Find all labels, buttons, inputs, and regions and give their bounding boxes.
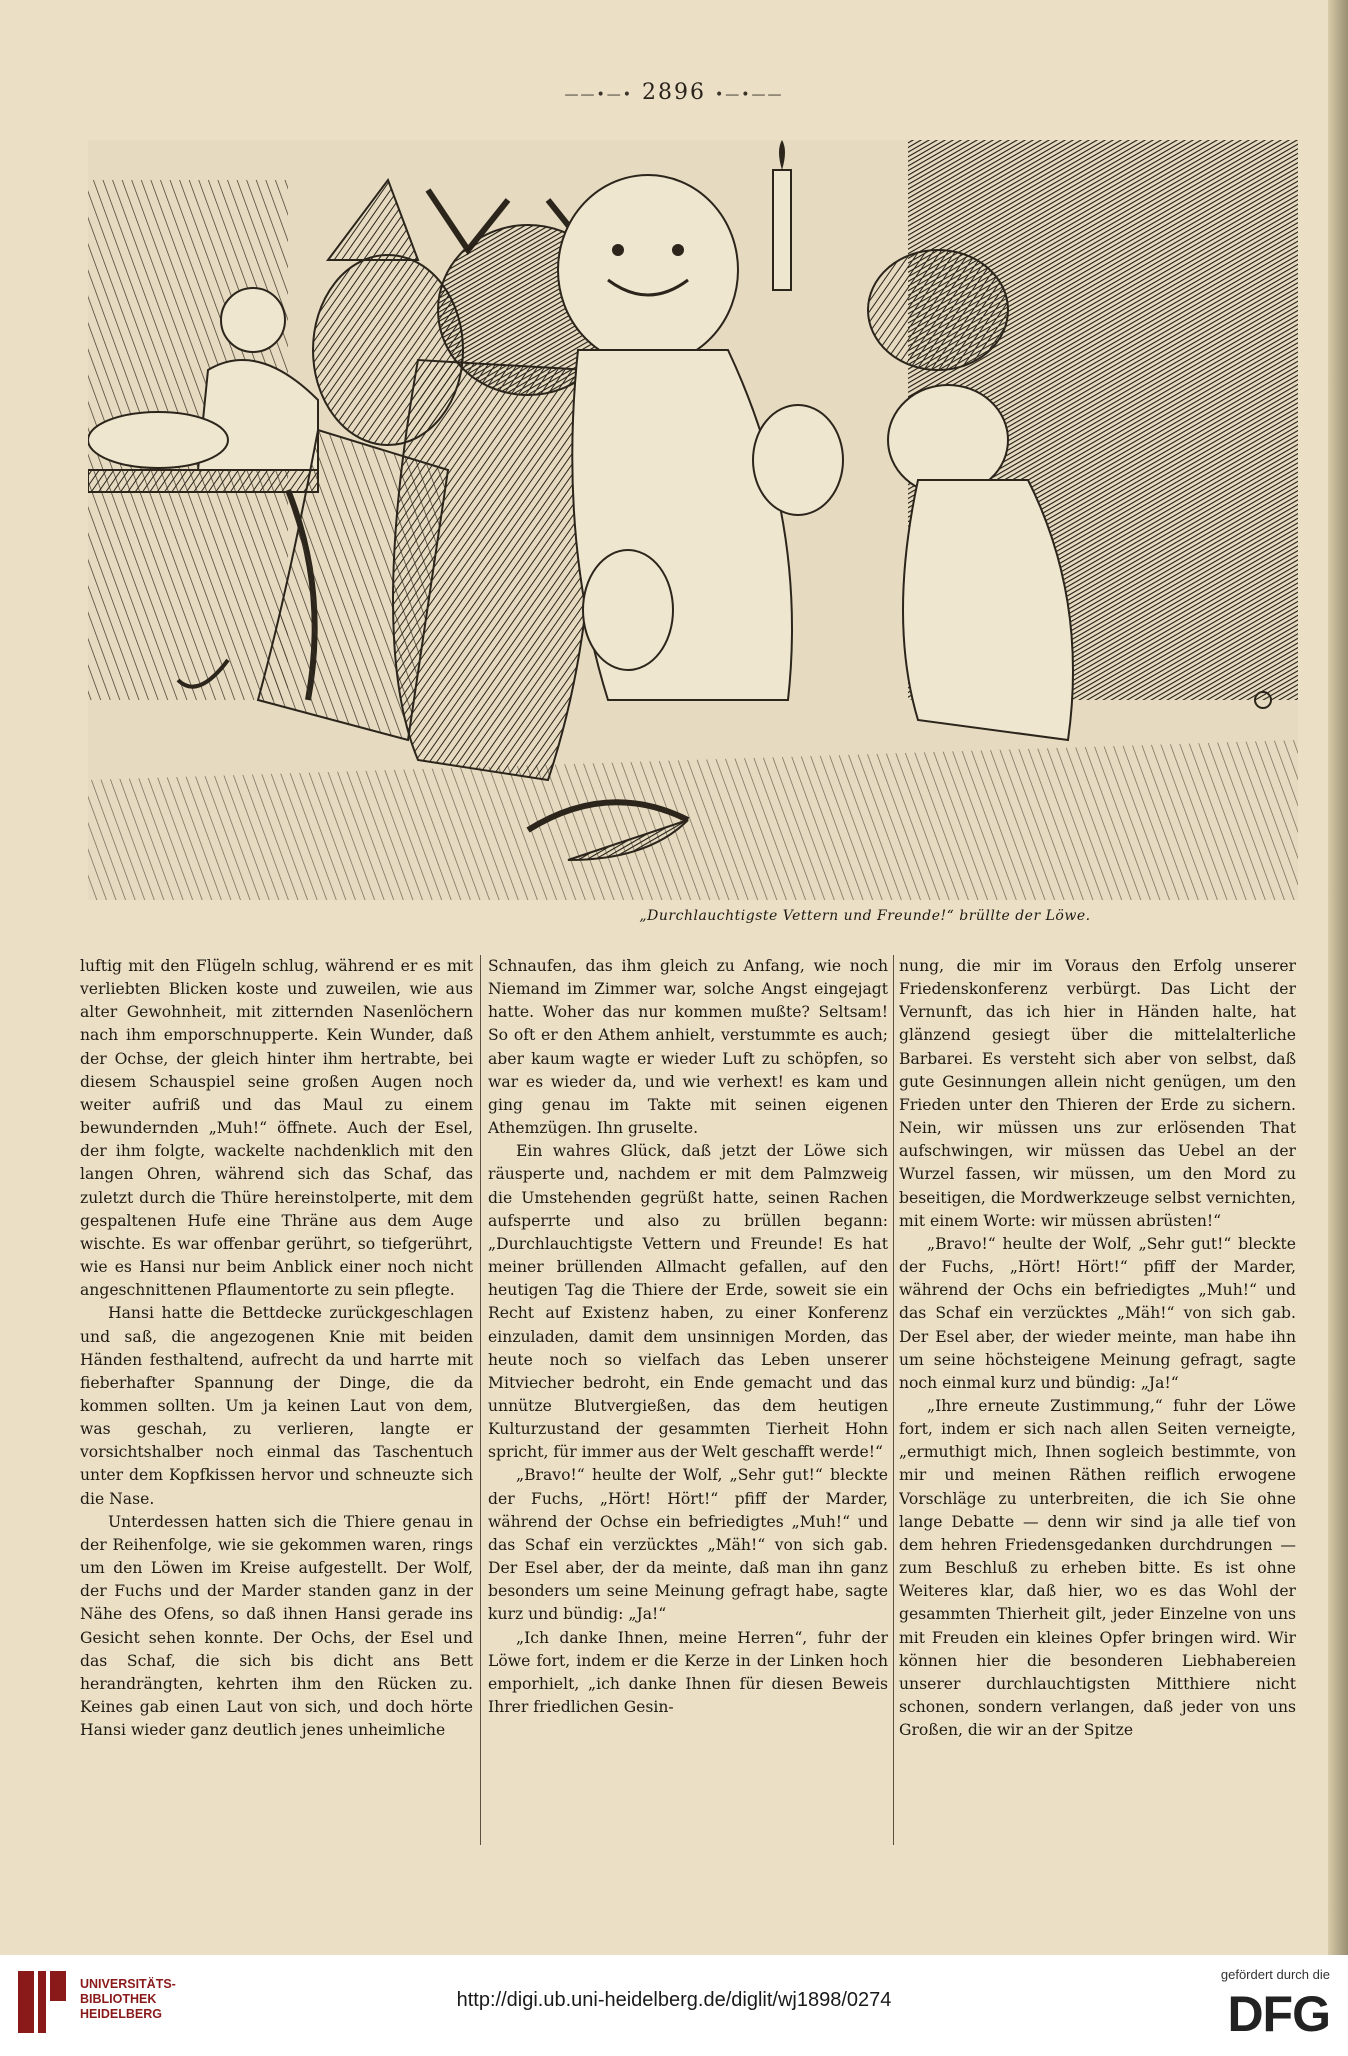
digitization-footer [0, 1955, 1348, 2056]
institution-line: UNIVERSITÄTS- [80, 1977, 176, 1991]
page-number [0, 80, 1348, 105]
hat [88, 412, 228, 468]
paragraph: „Bravo!“ heulte der Wolf, „Sehr gut!“ bleckte der Fuchs, „Hört! Hört!“ pfiff der Marder, während der Ochse ein befriedigtes „Muh!“ und das Schaf ein verzücktes „Mäh!“ von sich gab. Der Esel aber, der da meinte, daß man ihn ganz besonders um seine Meinung gefragt habe, sagte kurz und bündig: „Ja!“ [488, 1466, 888, 1624]
rooster [753, 405, 843, 515]
lion [558, 175, 738, 365]
dfg-logo: DFG [1227, 1986, 1330, 2042]
candle [773, 170, 791, 290]
illustration-caption: „Durchlauchtigste Vettern und Freunde!“ brüllte der Löwe. [639, 908, 1091, 924]
page-edge-shadow [1328, 0, 1348, 1955]
text-column-1 [80, 955, 473, 1845]
wolf [868, 250, 1008, 370]
paragraph: Hansi hatte die Bettdecke zurückgeschlagen und saß, die angezogenen Knie mit beiden Händen festhaltend, aufrecht da und harrte mit fieberhafter Spannung der Dinge, die da kommen sollten. Um ja keinen Laut von dem, was geschah, zu verlieren, langte er vorsichtshalber noch einmal das Taschentuch unter dem Kopfkissen hervor und schneuzte sich die Nase. [80, 1304, 473, 1508]
paragraph: Schnaufen, das ihm gleich zu Anfang, wie noch Niemand im Zimmer war, solche Angst eingejagt hatte. Woher das nur kommen mußte? Seltsam! So oft er den Athem anhielt, verstummte es auch; aber kaum wagte er wieder Luft zu schöpfen, so war es wieder da, und wie verhext! es kam und ging genau im Takte mit seinen eigenen Athemzügen. Ihn gruselte. [488, 957, 888, 1138]
paragraph: „Ich danke Ihnen, meine Herren“, fuhr der Löwe fort, indem er die Kerze in der Linken hoch emporhielt, „ich danke Ihnen für diesen Beweis Ihrer friedlichen Gesin- [488, 1628, 888, 1716]
funding-text: gefördert durch die [1220, 1967, 1330, 1982]
column-rule [893, 955, 894, 1845]
column-rule [480, 955, 481, 1845]
ornament-right: •—•—— [715, 87, 784, 103]
paragraph: „Ihre erneute Zustimmung,“ fuhr der Löwe fort, indem er sich nach allen Seiten verneigte, „ermuthigt mich, Ihnen sogleich bestimmte, von mir und meinen Räthen reiflich erwogene Vorschläge zu unterbreiten, die ich Sie ohne lange Debatte — denn wir sind ja alle tief von dem hehren Friedensgedanken durchdrungen — zum Beschluß zu erheben bitte. Es ist ohne Weiteres klar, daß hier, wo es das Wohl der gesammten Thierheit gilt, jeder Einzelne von uns mit Freuden ein kleines Opfer bringen wird. Wir können hier die besonderen Liebhabereien unserer durchlauchtigsten Mitthiere nicht schonen, sondern verlangen, daß jeder von uns Großen, die wir an der Spitze [899, 1396, 1296, 1740]
paragraph: nung, die mir im Voraus den Erfolg unserer Friedenskonferenz verbürgt. Das Licht der Vernunft, das ich hier in Händen halte, hat glänzend gesiegt über die mittelalterliche Barbarei. Es versteht sich aber von selbst, daß gute Gesinnungen allein nicht genügen, um den Frieden unter den Thieren der Erde zu sichern. Nein, wir müssen uns zur erlösenden That aufschwingen, wir müssen das Uebel an der Wurzel fassen, wir müssen, um den Mord zu beseitigen, die Mordwerkzeuge selbst vernichten, mit einem Worte: wir müssen abrüsten!“ [899, 957, 1296, 1230]
institution-line: HEIDELBERG [80, 2007, 162, 2021]
paragraph: „Bravo!“ heulte der Wolf, „Sehr gut!“ bleckte der Fuchs, „Hört! Hört!“ pfiff der Marder, während der Ochs ein befriedigtes „Muh!“ und das Schaf ein verzücktes „Mäh!“ von sich gab. Der Esel aber, der wieder meinte, man habe ihn um seine höchsteigene Meinung gefragt, sagte noch einmal kurz und bündig: „Ja!“ [899, 1234, 1296, 1392]
ornament-left: ——•—• [564, 87, 633, 103]
paragraph: Unterdessen hatten sich die Thiere genau in der Reihenfolge, wie sie gekommen waren, rings um den Löwen im Kreise aufgestellt. Der Wolf, der Fuchs und der Marder standen ganz in der Nähe des Ofens, so daß ihnen Hansi gerade ins Gesicht sehen konnte. Der Ochs, der Esel und das Schaf, die sich bis dicht ans Bett herandrängten, kehrten ihm den Rücken zu. Keines gab einen Laut von sich, und doch hörte Hansi wieder ganz deutlich jenes unheimliche [80, 1512, 473, 1740]
text-column-3 [899, 955, 1296, 1845]
paragraph: luftig mit den Flügeln schlug, während er es mit verliebten Blicken koste und zuweilen, wie aus alter Gewohnheit, mit zitternden Nasenlöchern nach ihm emporschnupperte. Kein Wunder, daß der Ochse, der gleich hinter ihm hertrabte, bei diesem Schauspiel seine großen Augen noch weiter aufriß und das Maul zu einem bewundernden „Muh!“ öffnete. Auch der Esel, der ihm folgte, wackelte nachdenklich mit den langen Ohren, während sich das Schaf, das zuletzt durch die Thüre hereinstolperte, mit dem gespaltenen Hufe eine Thräne aus dem Auge wischte. Es war offenbar gerührt, so tiefgerührt, wie es Hansi nur beim Anblick einer noch nicht angeschnittenen Pflaumentorte zu sein pflegte. [80, 957, 473, 1300]
source-url-link[interactable]: http://digi.ub.uni-heidelberg.de/diglit/wj1898/0274 [456, 1989, 892, 2011]
paragraph: Ein wahres Glück, daß jetzt der Löwe sich räusperte und, nachdem er mit dem Palmzweig die Umstehenden gegrüßt hatte, seinen Rachen aufsperrte und also zu brüllen begann: „Durchlauchtigste Vettern und Freunde! Es hat meiner brüllenden Allmacht gefallen, auf den heutigen Tag die Thiere der Erde, soweit sie ein Recht auf Existenz haben, zu einer Konferenz einzuladen, damit dem unsinnigen Morden, das heute noch so vielfach das Leben unserer Mitviecher bedroht, ein Ende gemacht und das unnütze Blutvergießen, das dem heutigen Kulturzustand der gesammten Tierheit Hohn spricht, für immer aus der Welt geschafft werde!“ [488, 1142, 888, 1462]
boy-head [221, 288, 285, 352]
fable-illustration [88, 140, 1298, 900]
marten [583, 550, 673, 670]
page-number-text: 2896 [642, 80, 706, 105]
institution-line: BIBLIOTHEK [80, 1992, 157, 2006]
text-column-2 [488, 955, 888, 1845]
fox [888, 385, 1008, 495]
table [88, 470, 318, 492]
